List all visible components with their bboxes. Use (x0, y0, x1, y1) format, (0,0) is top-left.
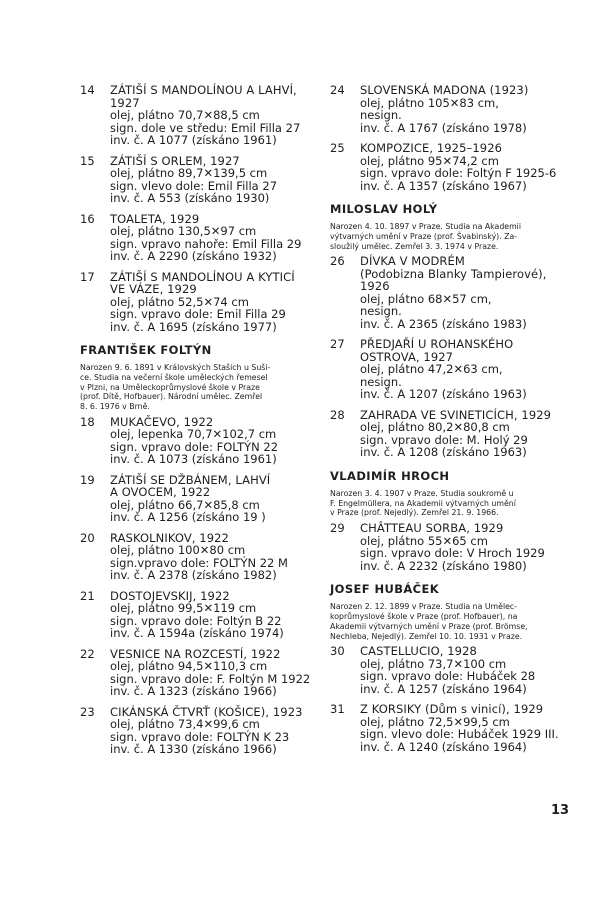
entry-number: 20 (80, 530, 95, 545)
entry-detail-line: nesign. (360, 374, 402, 389)
bio-line: sloužilý umělec. Zemřel 3. 3. 1974 v Praze. (330, 241, 499, 251)
entry-title-line: DOSTOJEVSKIJ, 1922 (110, 588, 230, 603)
catalog-entry (80, 155, 326, 205)
entry-number: 30 (330, 644, 345, 659)
entry-detail-line: inv. č. A 1073 (získáno 1961) (110, 452, 277, 467)
entry-body (110, 590, 326, 640)
entry-title-line: MUKAČEVO, 1922 (110, 414, 214, 429)
entry-detail-line: inv. č. A 1240 (získáno 1964) (360, 739, 527, 754)
entry-body (110, 84, 326, 147)
entry-detail-line: inv. č. A 2290 (získáno 1932) (110, 249, 277, 263)
artist-section (330, 582, 570, 641)
entry-detail-line: sign. vpravo dole: V Hroch 1929 (360, 546, 545, 561)
entry-title-line: TOALETA, 1929 (110, 211, 200, 226)
bio-line: v Plzni, na Uměleckoprůmyslové škole v Praze (80, 382, 260, 392)
entry-title-line: CASTELLUCIO, 1928 (360, 644, 477, 659)
entry-number: 16 (80, 211, 95, 226)
entry-detail-line: olej, plátno 89,7✕139,5 cm (110, 166, 268, 180)
bio-line: 8. 6. 1976 v Brně. (80, 402, 150, 412)
entry-number: 15 (80, 153, 95, 168)
catalog-entry (330, 409, 570, 459)
entry-number: 28 (330, 407, 345, 422)
entry-number: 19 (80, 472, 95, 487)
entry-detail-line: inv. č. A 1330 (získáno 1966) (110, 742, 277, 757)
entry-body (110, 532, 326, 582)
bio-line: koprůmyslové škole v Praze (prof. Hofbauer), na (330, 612, 518, 622)
entry-title-line: A OVOCEM, 1922 (110, 485, 211, 500)
catalog-entry (80, 532, 326, 582)
entry-title-line: (Podobizna Blanky Tampierové), (360, 266, 547, 281)
entry-title-line: RASKOLNIKOV, 1922 (110, 530, 229, 545)
catalog-entry (80, 648, 326, 698)
entry-detail-line: sign. vpravo dole: F. Foltýn M 1922 (110, 671, 311, 686)
bio-line: v Praze (prof. Nejedlý). Zemřel 21. 9. 1966. (330, 508, 499, 518)
left-column (80, 84, 326, 764)
entry-detail-line: inv. č. A 1256 (získáno 19 ) (110, 510, 266, 525)
entry-title-line: CIKÁNSKÁ ČTVRŤ (KOŠICE), 1923 (110, 704, 303, 719)
entry-detail-line: inv. č. A 1257 (získáno 1964) (360, 681, 527, 696)
artist-section (80, 343, 326, 412)
artist-name: FRANTIŠEK FOLTÝN (80, 343, 212, 357)
entry-detail-line: inv. č. A 1594a (získáno 1974) (110, 626, 284, 641)
entry-detail-line: olej, plátno 95✕74,2 cm (360, 153, 499, 168)
entry-number: 26 (330, 254, 345, 269)
artist-bio (330, 222, 570, 251)
entry-detail-line: inv. č. A 1767 (získáno 1978) (360, 120, 527, 135)
bio-line: Narozen 3. 4. 1907 v Praze. Studia soukromě u (330, 488, 514, 498)
entry-detail-line: olej, plátno 73,7✕100 cm (360, 656, 507, 671)
entry-detail-line: sign. vpravo dole: Emil Filla 29 (110, 307, 286, 321)
entry-body (360, 703, 570, 753)
bio-line: Nechleba, Nejedlý). Zemřel 10. 10. 1931 v Praze. (330, 631, 523, 641)
entry-detail-line: olej, plátno 73,4✕99,6 cm (110, 717, 260, 732)
entry-detail-line: sign.vpravo dole: FOLTÝN 22 M (110, 555, 288, 570)
entry-number: 25 (330, 141, 345, 155)
entry-body (110, 648, 326, 698)
entry-detail-line: sign. vpravo dole: FOLTÝN K 23 (110, 729, 290, 744)
catalog-entry (80, 84, 326, 147)
entry-detail-line: olej, plátno 80,2✕80,8 cm (360, 420, 510, 435)
entry-body (360, 338, 570, 401)
entry-title-line: ZÁTIŠÍ S MANDOLÍNOU A KYTICÍ (110, 269, 295, 284)
entry-detail-line: olej, plátno 70,7✕88,5 cm (110, 108, 260, 122)
entry-detail-line: sign. vpravo dole: Foltýn B 22 (110, 613, 282, 628)
artist-bio (330, 602, 570, 641)
entry-title-line: VE VÁZE, 1929 (110, 282, 197, 296)
entry-detail-line: sign. vpravo dole: FOLTÝN 22 (110, 439, 279, 454)
entry-body (110, 213, 326, 263)
catalog-entry (80, 706, 326, 756)
entry-detail-line: olej, plátno 105✕83 cm, (360, 95, 499, 110)
entry-detail-line: olej, plátno 52,5✕74 cm (110, 294, 249, 309)
entry-number: 31 (330, 702, 345, 717)
artist-section (330, 469, 570, 518)
entry-number: 27 (330, 337, 345, 352)
entry-body (110, 155, 326, 205)
entry-title-line: ZAHRADA VE SVINETICÍCH, 1929 (360, 407, 552, 422)
entry-detail-line: inv. č. A 1077 (získáno 1961) (110, 133, 277, 147)
entry-body (110, 271, 326, 334)
entry-detail-line: sign. vpravo dole: Hubáček 28 (360, 669, 536, 684)
entry-body (360, 142, 570, 192)
entry-number: 14 (80, 83, 95, 97)
entry-number: 21 (80, 588, 95, 603)
entry-detail-line: sign. vlevo dole: Hubáček 1929 III. (360, 727, 559, 742)
entry-title-line: VESNICE NA ROZCESTÍ, 1922 (110, 646, 281, 661)
catalog-entry (80, 271, 326, 334)
entry-detail-line: inv. č. A 2378 (získáno 1982) (110, 568, 277, 583)
artist-bio (80, 363, 326, 412)
entry-title-line: 1927 (110, 95, 140, 110)
entry-title-line: DÍVKA V MODRÉM (360, 254, 465, 269)
entry-detail-line: inv. č. A 553 (získáno 1930) (110, 191, 270, 205)
catalog-entry (80, 590, 326, 640)
entry-detail-line: inv. č. A 1357 (získáno 1967) (360, 178, 527, 193)
artist-name: VLADIMÍR HROCH (330, 468, 450, 483)
entry-title-line: ZÁTIŠÍ S ORLEM, 1927 (110, 153, 240, 168)
catalog-entry (330, 142, 570, 192)
entry-body (360, 522, 570, 572)
entry-number: 18 (80, 414, 95, 429)
entry-title-line: CHÂTTEAU SORBA, 1929 (360, 521, 504, 536)
catalog-entry (330, 703, 570, 753)
entry-detail-line: inv. č. A 1323 (získáno 1966) (110, 684, 277, 699)
entry-detail-line: olej, plátno 68✕57 cm, (360, 291, 492, 306)
entry-detail-line: nesign. (360, 108, 402, 122)
catalog-entry (330, 255, 570, 330)
bio-line: ce. Studia na večerní škole uměleckých řemesel (80, 372, 268, 382)
catalog-entry (80, 474, 326, 524)
entry-detail-line: inv. č. A 1208 (získáno 1963) (360, 445, 527, 460)
entry-title-line: ZÁTIŠÍ S MANDOLÍNOU A LAHVÍ, (110, 83, 297, 97)
catalog-entry (330, 338, 570, 401)
entry-title-line: SLOVENSKÁ MADONA (1923) (360, 83, 529, 97)
bio-line: Akademii výtvarných umění v Praze (prof. Brömse, (330, 621, 528, 631)
entry-number: 23 (80, 704, 95, 719)
entry-title-line: PŘEDJAŘÍ U ROHANSKÉHO (360, 337, 514, 352)
entry-detail-line: sign. vpravo dole: M. Holý 29 (360, 432, 528, 447)
entry-body (110, 706, 326, 756)
artist-bio (330, 489, 570, 518)
entry-detail-line: olej, plátno 94,5✕110,3 cm (110, 659, 268, 674)
catalog-entry (80, 213, 326, 263)
entry-body (360, 255, 570, 330)
entry-body (360, 645, 570, 695)
bio-line: Narozen 9. 6. 1891 v Královských Stašich u Suši- (80, 363, 271, 372)
entry-title-line: 1926 (360, 279, 390, 294)
entry-detail-line: sign. dole ve středu: Emil Filla 27 (110, 120, 301, 135)
entry-title-line: KOMPOZICE, 1925–1926 (360, 141, 503, 155)
entry-detail-line: olej, plátno 72,5✕99,5 cm (360, 714, 510, 729)
catalog-entry (330, 522, 570, 572)
entry-detail-line: olej, plátno 130,5✕97 cm (110, 224, 257, 238)
entry-number: 17 (80, 269, 95, 284)
catalog-entry (330, 84, 570, 134)
entry-detail-line: inv. č. A 1695 (získáno 1977) (110, 319, 277, 334)
entry-detail-line: inv. č. A 1207 (získáno 1963) (360, 387, 527, 402)
bio-line: (prof. Dítě, Hofbauer). Národní umělec. Zemřel (80, 392, 263, 402)
bio-line: výtvarných umění v Praze (prof. Švabinský). Za- (330, 231, 518, 241)
catalog-entry (330, 645, 570, 695)
entry-detail-line: olej, plátno 55✕65 cm (360, 533, 488, 548)
entry-detail-line: olej, lepenka 70,7✕102,7 cm (110, 427, 277, 442)
artist-name: MILOSLAV HOLÝ (330, 202, 438, 216)
entry-title-line: Z KORSIKY (Dům s vinicí), 1929 (360, 702, 544, 717)
bio-line: F. Engelmüllera, na Akademii výtvarných umění (330, 498, 516, 508)
entry-detail-line: sign. vlevo dole: Emil Filla 27 (110, 178, 278, 193)
entry-detail-line: inv. č. A 2365 (získáno 1983) (360, 316, 527, 331)
entry-number: 29 (330, 521, 345, 536)
page-number: 13 (551, 803, 570, 818)
entry-number: 24 (330, 83, 345, 97)
entry-body (110, 474, 326, 524)
bio-line: Narozen 4. 10. 1897 v Praze. Studia na Akademii (330, 222, 522, 231)
entry-detail-line: olej, plátno 66,7✕85,8 cm (110, 497, 260, 512)
entry-detail-line: inv. č. A 2232 (získáno 1980) (360, 558, 527, 573)
bio-line: Narozen 2. 12. 1899 v Praze. Studia na Umělec- (330, 602, 518, 612)
entry-title-line: ZÁTIŠÍ SE DŽBÁNEM, LAHVÍ (110, 472, 271, 487)
entry-body (360, 84, 570, 134)
artist-name: JOSEF HUBÁČEK (330, 582, 440, 597)
entry-detail-line: olej, plátno 100✕80 cm (110, 543, 246, 558)
entry-number: 22 (80, 646, 95, 661)
entry-detail-line: olej, plátno 99,5✕119 cm (110, 601, 257, 616)
entry-title-line: OSTROVA, 1927 (360, 349, 454, 364)
entry-body (360, 409, 570, 459)
entry-detail-line: sign. vpravo dole: Foltýn F 1925-6 (360, 166, 557, 180)
entry-detail-line: nesign. (360, 304, 402, 319)
right-column (330, 84, 570, 761)
entry-body (110, 416, 326, 466)
entry-detail-line: sign. vpravo nahoře: Emil Filla 29 (110, 236, 302, 251)
artist-section (330, 202, 570, 251)
entry-detail-line: olej, plátno 47,2✕63 cm, (360, 362, 503, 377)
catalog-entry (80, 416, 326, 466)
